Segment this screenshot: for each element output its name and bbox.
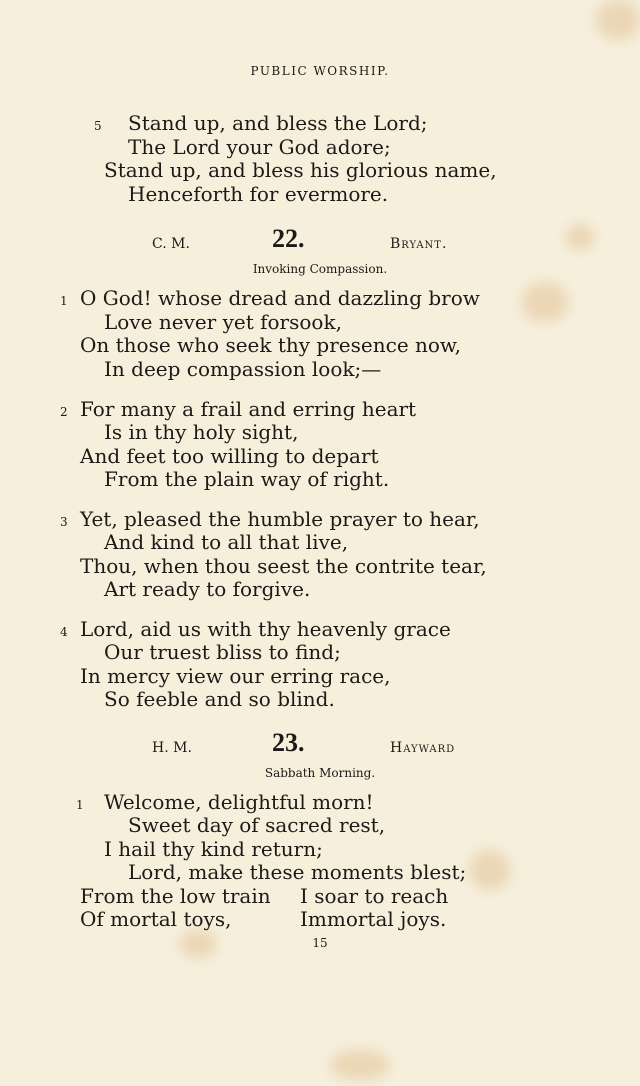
verse-number: 2 — [60, 405, 68, 419]
verse-line: Thou, when thou seest the contrite tear, — [80, 554, 487, 578]
verse-line: I hail thy kind return; — [104, 837, 323, 861]
verse-line: Stand up, and bless his glorious name, — [104, 158, 497, 182]
paper-stain — [522, 282, 568, 322]
hymn-number: 23. — [272, 728, 305, 757]
verse-number: 1 — [76, 798, 84, 812]
verse-line: Henceforth for evermore. — [128, 182, 389, 206]
verse-line: Sweet day of sacred rest, — [128, 813, 386, 837]
paper-stain — [470, 850, 510, 890]
verse-line-left: From the low train — [80, 884, 271, 908]
hymn-title: Invoking Compassion. — [252, 262, 388, 276]
hymn-author: Bryant. — [390, 236, 448, 252]
verse-line: O God! whose dread and dazzling brow — [80, 286, 480, 310]
verse-line: In deep compassion look;— — [104, 357, 382, 381]
verse-line: For many a frail and erring heart — [80, 397, 417, 421]
verse-line-left: Of mortal toys, — [80, 907, 232, 931]
verse-line: Lord, make these moments blest; — [128, 860, 467, 884]
paper-stain — [566, 224, 594, 250]
hymn-number: 22. — [272, 224, 305, 253]
verse-line-right: Immortal joys. — [300, 907, 447, 931]
paper-stain — [596, 0, 640, 40]
verse-line: From the plain way of right. — [104, 467, 390, 491]
verse-line: Yet, pleased the humble prayer to hear, — [80, 507, 480, 531]
verse-number: 3 — [60, 515, 68, 529]
verse-line: In mercy view our erring race, — [80, 664, 391, 688]
verse-line: Is in thy holy sight, — [104, 420, 299, 444]
verse-line: The Lord your God adore; — [128, 135, 391, 159]
verse-number: 1 — [60, 294, 68, 308]
verse-line: Love never yet forsook, — [104, 310, 342, 334]
hymn-meter: H. M. — [152, 740, 192, 756]
running-head: PUBLIC WORSHIP. — [250, 64, 390, 78]
verse-number: 5 — [94, 119, 102, 133]
verse-number: 4 — [60, 625, 68, 639]
page-number: 15 — [312, 936, 328, 950]
hymn-title: Sabbath Morning. — [264, 766, 376, 780]
hymn-meter: C. M. — [152, 236, 190, 252]
paper-stain — [330, 1050, 390, 1080]
verse-line: And kind to all that live, — [104, 530, 349, 554]
verse-line: Our truest bliss to find; — [104, 640, 341, 664]
verse-line: Welcome, delightful morn! — [104, 790, 374, 814]
verse-line: Stand up, and bless the Lord; — [128, 111, 428, 135]
verse-line-right: I soar to reach — [300, 884, 449, 908]
verse-line: So feeble and so blind. — [104, 687, 335, 711]
verse-line: Art ready to forgive. — [104, 577, 311, 601]
hymn-author: Hayward — [390, 740, 456, 756]
verse-line: Lord, aid us with thy heavenly grace — [80, 617, 451, 641]
verse-line: And feet too willing to depart — [80, 444, 379, 468]
verse-line: On those who seek thy presence now, — [80, 333, 462, 357]
